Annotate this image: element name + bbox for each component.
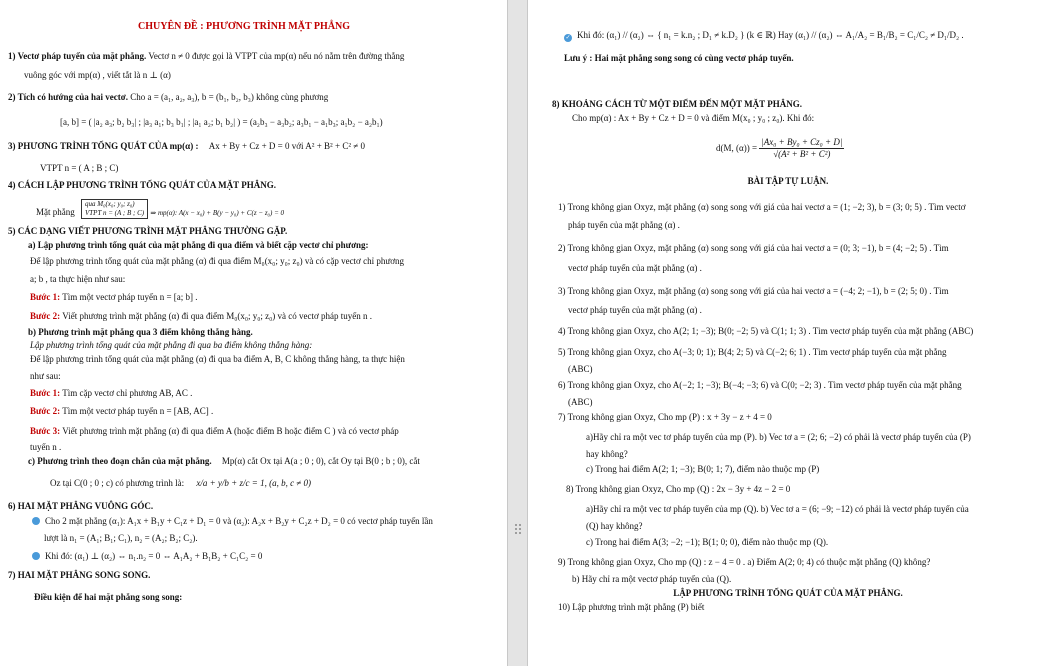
section-5b-text1: Để lập phương trình tổng quát của mặt phẳng (α) đi qua ba điểm A, B, C không thẳng hàng, ta thực hiện: [30, 354, 405, 364]
page-divider: [508, 0, 527, 666]
b-step3-label: Bước 3:: [30, 426, 61, 436]
exercise-line: hay không?: [586, 449, 628, 459]
b-step2-label: Bước 2:: [30, 406, 61, 416]
drag-handle-icon[interactable]: [514, 520, 522, 538]
distance-formula: [716, 137, 844, 161]
section-1-heading: 1) Vectơ pháp tuyến của mặt phẳng.: [8, 51, 147, 61]
exercise-line: 5) Trong không gian Oxyz, cho A(−3; 0; 1); B(4; 2; 5) và C(−2; 6; 1) . Tìm vectơ pháp tuyến của mặt phẳng: [558, 347, 947, 357]
exercise-line: 4) Trong không gian Oxyz, cho A(2; 1; −3); B(0; −2; 5) và C(1; 1; 3) . Tìm vectơ pháp tuyến của mặt phẳng (ABC): [558, 326, 974, 336]
distance-numerator: |Ax₀ + By₀ + Cz₀ + D|: [759, 137, 844, 149]
section-5c-text: Mp(α) cắt Ox tại A(a ; 0 ; 0), cắt Oy tại B(0 ; b ; 0), cắt: [221, 456, 420, 466]
section-7-heading: 7) HAI MẶT PHẲNG SONG SONG.: [8, 570, 151, 580]
intercept-formula: x/a + y/b + z/c = 1, (a, b, c ≠ 0): [196, 478, 311, 488]
section-2: [8, 92, 328, 103]
section-1: [8, 51, 404, 62]
section-5b-italic: Lập phương trình tổng quát của mặt phẳng đi qua ba điểm không thẳng hàng:: [30, 340, 313, 350]
note-label: Lưu ý :: [564, 53, 593, 63]
note-text: Hai mặt phẳng song song có cùng vectơ pháp tuyến.: [594, 53, 794, 63]
distance-formula-lhs: d(M, (α)) =: [716, 142, 758, 153]
section-2-heading: 2) Tích có hướng của hai vectơ.: [8, 92, 128, 102]
condition-point: qua M₀(x₀; y₀; z₀): [85, 200, 135, 208]
bullet-icon: [32, 552, 40, 560]
section-5b-step3: [30, 426, 399, 437]
exercise-line: 7) Trong không gian Oxyz, Cho mp (P) : x + 3y − z + 4 = 0: [558, 412, 772, 422]
plane-conditions-box: [81, 199, 148, 219]
section-3-vtpt: VTPT n = ( A ; B ; C): [40, 163, 119, 173]
b-step1-text: Tìm cặp vectơ chỉ phương AB, AC .: [62, 388, 193, 398]
exercise-line: 2) Trong không gian Oxyz, mặt phẳng (α) song song với giá của hai vectơ a = (0; 3; −1), b = (4; −2; 5) . Tìm: [558, 243, 949, 253]
condition-normal: VTPT n = (A ; B ; C): [85, 209, 145, 218]
section-5c-line2: [50, 478, 311, 489]
exercise-line: (Q) hay không?: [586, 521, 643, 531]
section-4-heading: 4) CÁCH LẬP PHƯƠNG TRÌNH TỔNG QUÁT CỦA MẶT PHẲNG.: [8, 180, 277, 190]
bullet-icon: [32, 517, 40, 525]
step2-label: Bước 2:: [30, 311, 61, 321]
b-step3-text: Viết phương trình mặt phẳng (α) đi qua điểm A (hoặc điểm B hoặc điểm C ) và có vectơ pháp: [62, 426, 399, 436]
section-8-text: Cho mp(α) : Ax + By + Cz + D = 0 và điểm M(x₀ ; y₀ ; z₀). Khi đó:: [572, 113, 815, 123]
section-5b-text2: như sau:: [30, 371, 61, 381]
section-5a-step1: [30, 292, 198, 303]
section-7-text: Điều kiện để hai mặt phẳng song song:: [34, 592, 183, 602]
section-3: [8, 141, 365, 152]
section-3-formula: Ax + By + Cz + D = 0 với A² + B² + C² ≠ 0: [208, 141, 365, 151]
section-5b-heading: b) Phương trình mặt phẳng qua 3 điểm không thẳng hàng.: [28, 327, 253, 337]
exercise-line: (ABC): [568, 364, 593, 374]
distance-denominator: √(A² + B² + C²): [773, 149, 831, 160]
exercise-line: 8) Trong không gian Oxyz, Cho mp (Q) : 2x − 3y + 4z − 2 = 0: [566, 484, 791, 494]
perpendicular-condition-text: Cho 2 mặt phẳng (α₁): A₁x + B₁y + C₁z + D₁ = 0 và (α₂): A₂x + B₂y + C₂z + D₂ = 0 có vectơ pháp tuyến lần: [45, 516, 433, 526]
exercise-line: a)Hãy chỉ ra một vec tơ pháp tuyến của mp (Q). b) Vec tơ a = (6; −9; −12) có phải là vectơ pháp tuyến của: [586, 504, 969, 514]
section-5c: [28, 456, 420, 467]
parallel-condition: [564, 30, 964, 42]
exercise-line: c) Trong hai điểm A(3; −2; −1); B(1; 0; 0), điểm nào thuộc mp (Q).: [586, 537, 829, 547]
section-5a-text2: a; b , ta thực hiện như sau:: [30, 274, 126, 284]
parallel-condition-text: Khi đó: (α₁) // (α₂) ⇔ { n₁ = k.n₂ ; D₁ ≠ k.D₂ } (k ∈ ℝ) Hay (α₁) // (α₂) ⇔ A₁/A₂ = B₁/B₂ = C₁/C₂ ≠ D₁/D₂ .: [577, 30, 964, 40]
document-page-left: [0, 0, 508, 666]
exercise-line: vectơ pháp tuyến của mặt phẳng (α) .: [568, 263, 702, 273]
exercise-line: 6) Trong không gian Oxyz, cho A(−2; 1; −3); B(−4; −3; 6) và C(0; −2; 3) . Tìm vectơ pháp tuyến của mặt phẳng: [558, 380, 962, 390]
section-3-heading: 3) PHƯƠNG TRÌNH TỔNG QUÁT CỦA mp(α) :: [8, 141, 199, 151]
section-6-text2: lượt là n₁ = (A₁; B₁; C₁), n₂ = (A₂; B₂; C₂).: [44, 533, 198, 543]
exercise-line: b) Hãy chỉ ra một vectơ pháp tuyến của (Q).: [572, 574, 732, 584]
section-5c-text2: Oz tại C(0 ; 0 ; c) có phương trình là:: [50, 478, 185, 488]
page-title: CHUYÊN ĐỀ : PHƯƠNG TRÌNH MẶT PHẲNG: [138, 21, 351, 32]
section-2-text: Cho a = (a₁, a₂, a₃), b = (b₁, b₂, b₃) không cùng phương: [130, 92, 329, 102]
distance-fraction: [759, 137, 844, 161]
document-page-right: [527, 0, 1047, 666]
section-4-label: Mặt phẳng: [36, 207, 75, 218]
exercise-10: 10) Lập phương trình mặt phẳng (P) biết: [558, 602, 705, 612]
section-1-text: Vectơ n ≠ 0 được gọi là VTPT của mp(α) nếu nó nằm trên đường thẳng: [148, 51, 405, 61]
section-6-heading: 6) HAI MẶT PHẲNG VUÔNG GÓC.: [8, 501, 154, 511]
exercise-line: 1) Trong không gian Oxyz, mặt phẳng (α) song song với giá của hai vectơ a = (1; −2; 3), b = (3; 0; 5) . Tìm vectơ: [558, 202, 966, 212]
step1-label: Bước 1:: [30, 292, 61, 302]
exercise-line: (ABC): [568, 397, 593, 407]
step1-text: Tìm một vectơ pháp tuyến n = [a; b] .: [62, 292, 198, 302]
cross-product-formula: [a, b] = ( |a₂ a₃; b₂ b₃| ; |a₃ a₁; b₃ b₁| ; |a₁ a₂; b₁ b₂| ) = (a₂b₃ − a₃b₂; a₃b₁ − a₁b₃; a₁b₂ − a₂b₁): [60, 117, 383, 127]
perpendicular-formula: Khi đó: (α₁) ⊥ (α₂) ⇔ n₁.n₂ = 0 ⇔ A₁A₂ + B₁B₂ + C₁C₂ = 0: [45, 551, 263, 561]
step2-text: Viết phương trình mặt phẳng (α) đi qua điểm M₀(x₀; y₀; z₀) và có vectơ pháp tuyến n .: [62, 311, 373, 321]
section-5c-heading: c) Phương trình theo đoạn chắn của mặt phẳng.: [28, 456, 212, 466]
section-6-text3: [32, 551, 262, 562]
exercise-line: a)Hãy chỉ ra một vec tơ pháp tuyến của mp (P). b) Vec tơ a = (2; 6; −2) có phải là vectơ pháp tuyến của (P): [586, 432, 971, 442]
section-5a-heading: a) Lập phương trình tổng quát của mặt phẳng đi qua điểm và biết cặp vectơ chỉ phương:: [28, 240, 369, 250]
section-title-lap-phuong-trinh: LẬP PHƯƠNG TRÌNH TỔNG QUÁT CỦA MẶT PHẲNG.: [673, 588, 903, 598]
section-1-text2: vuông góc với mp(α) , viết tắt là n ⊥ (α): [24, 70, 171, 80]
exercise-line: 3) Trong không gian Oxyz, mặt phẳng (α) song song với giá của hai vectơ a = (−4; 2; −1), b = (2; 5; 0) . Tìm: [558, 286, 949, 296]
b-step2-text: Tìm một vectơ pháp tuyến n = [AB, AC] .: [62, 406, 214, 416]
check-bullet-icon: ✓: [565, 35, 571, 41]
section-5b-step3b: tuyến n .: [30, 442, 62, 452]
b-step1-label: Bước 1:: [30, 388, 61, 398]
exercise-line: pháp tuyến của mặt phẳng (α) .: [568, 220, 680, 230]
section-4-result: ⇒ mp(α): A(x − x₀) + B(y − y₀) + C(z − z₀) = 0: [150, 209, 285, 218]
exercise-line: vectơ pháp tuyến của mặt phẳng (α) .: [568, 305, 702, 315]
section-5b-step1: [30, 388, 192, 399]
section-5a-step2: [30, 311, 372, 322]
exercise-line: c) Trong hai điểm A(2; 1; −3); B(0; 1; 7), điểm nào thuộc mp (P): [586, 464, 820, 474]
section-8-heading: 8) KHOẢNG CÁCH TỪ MỘT ĐIỂM ĐẾN MỘT MẶT PHẲNG.: [552, 99, 803, 109]
section-5b-step2: [30, 406, 213, 417]
section-4-formula: [36, 199, 284, 219]
section-6-text1: [32, 516, 433, 527]
parallel-note: [564, 53, 794, 64]
section-5-heading: 5) CÁC DẠNG VIẾT PHƯƠNG TRÌNH MẶT PHẲNG THƯỜNG GẶP.: [8, 226, 288, 236]
exercise-line: 9) Trong không gian Oxyz, Cho mp (Q) : z − 4 = 0 . a) Điểm A(2; 0; 4) có thuộc mặt phẳng (Q) không?: [558, 557, 931, 567]
section-5a-text1: Để lập phương trình tổng quát của mặt phẳng (α) đi qua điểm M₀(x₀; y₀; z₀) và có cặp vectơ chỉ phương: [30, 256, 404, 266]
exercises-title: BÀI TẬP TỰ LUẬN.: [747, 176, 829, 186]
